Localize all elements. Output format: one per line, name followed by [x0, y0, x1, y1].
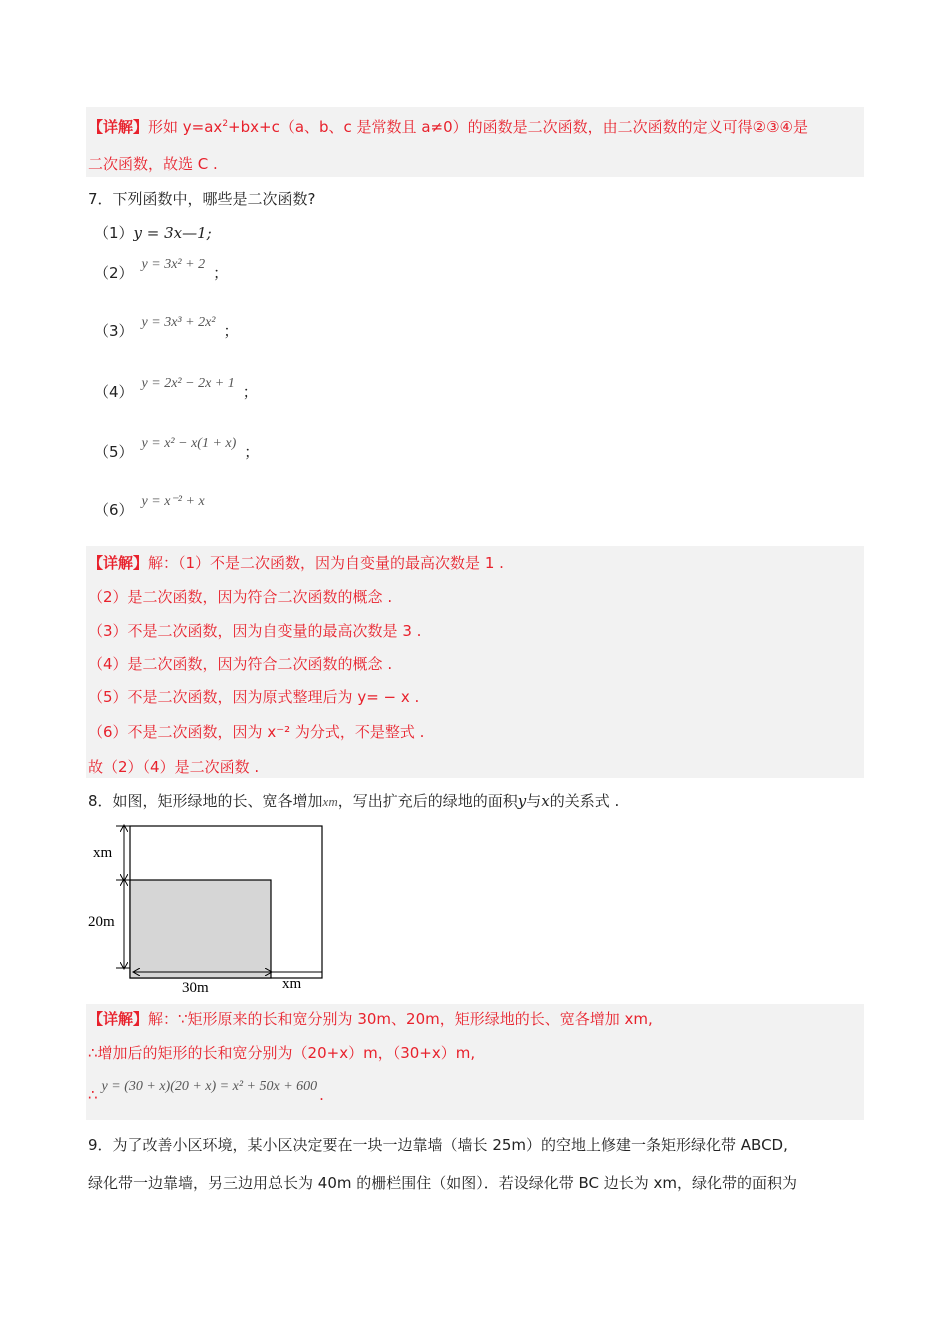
q7-item-6: （6） y = x⁻² + x [94, 494, 205, 519]
answer-q7-line2: （2）是二次函数，因为符合二次函数的概念 . [88, 588, 393, 606]
label-30m: 30m [182, 980, 209, 996]
answer-tag: 【详解】 [88, 118, 149, 136]
answer-q8-line3: ∴ y = (30 + x)(20 + x) = x² + 50x + 600 . [88, 1079, 324, 1104]
q7-item-5: （5） y = x² − x(1 + x) ； [94, 436, 260, 461]
label-20m: 20m [88, 914, 115, 930]
label-xm-right: xm [282, 976, 302, 992]
answer-q8-line1: 【详解】解：∵矩形原来的长和宽分别为 30m、20m，矩形绿地的长、宽各增加 xm, [88, 1010, 653, 1028]
question-8-stem: 8．如图，矩形绿地的长、宽各增加xm，写出扩充后的绿地的面积y与x的关系式 . [88, 792, 620, 810]
answer-q7-line1: 【详解】解：（1）不是二次函数，因为自变量的最高次数是 1 . [88, 554, 504, 572]
answer-q6-line1: 【详解】形如 $y=ax^2+bx+c(a$、b、c 是常数且 a≠0）的函数是二次函数，由二次函数的定义可得②③④是 [88, 118, 808, 136]
answer-tag: 【详解】 [88, 1010, 149, 1028]
original-green-area [130, 880, 271, 978]
q7-item-4: （4） y = 2x² − 2x + 1 ； [94, 376, 258, 401]
answer-q6-line2: 二次函数，故选 C . [88, 155, 218, 173]
q7-item-1: （1）y = 3x—1; [94, 224, 212, 242]
answer-tag: 【详解】 [88, 554, 149, 572]
answer-q7-line6: （6）不是二次函数，因为 x⁻² 为分式，不是整式 . [88, 723, 425, 741]
q7-item-2: （2） y = 3x² + 2 ； [94, 257, 229, 282]
rectangle-figure [86, 820, 336, 998]
question-9-line1: 9．为了改善小区环境，某小区决定要在一块一边靠墙（墙长 25m）的空地上修建一条矩形绿化带 ABCD, [88, 1136, 788, 1154]
answer-q7-line5: （5）不是二次函数，因为原式整理后为 y= − x . [88, 688, 420, 706]
answer-q7-line7: 故（2）（4）是二次函数 . [88, 758, 260, 776]
question-7-stem: 7．下列函数中，哪些是二次函数? [88, 190, 316, 208]
answer-q7-line4: （4）是二次函数，因为符合二次函数的概念 . [88, 655, 393, 673]
q7-item-3: （3） y = 3x³ + 2x² ； [94, 315, 239, 340]
answer-q7-line3: （3）不是二次函数，因为自变量的最高次数是 3 . [88, 622, 422, 640]
answer-q8-line2: ∴增加后的矩形的长和宽分别为（20+x）m，（30+x）m, [88, 1044, 476, 1062]
question-9-line2: 绿化带一边靠墙，另三边用总长为 40m 的栅栏围住（如图）．若设绿化带 BC 边长为 xm，绿化带的面积为 [88, 1174, 798, 1192]
label-xm-left: xm [93, 845, 113, 861]
